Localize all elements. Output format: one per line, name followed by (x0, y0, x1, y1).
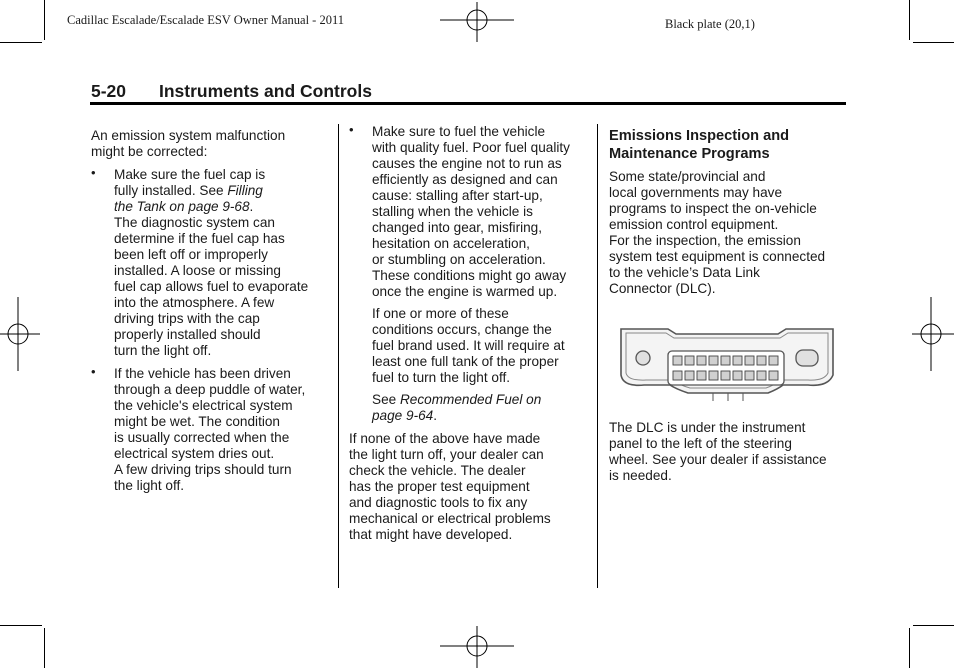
cross-reference-link[interactable]: page 9-64 (372, 408, 434, 423)
page-number: 5-20 (91, 81, 127, 101)
crop-mark (909, 628, 910, 668)
list-item: • Make sure to fuel the vehicle with quality fuel. Poor fuel quality causes the engine not to run as efficiently as designed and can cause: stalling after start-up, stalling when the vehicle is changed into gear, misfiring, hesitation on acceleration, or stumbling on acceleration. These conditions might go away once the engine is warmed up. (349, 122, 570, 299)
bullet-icon: • (349, 122, 354, 137)
column-1 (91, 128, 331, 494)
column-divider (597, 124, 598, 588)
see-reference: See Recommended Fuel on page 9-64. (372, 392, 542, 423)
column-divider (338, 124, 339, 588)
bullet-icon: • (91, 165, 96, 180)
dlc-connector-icon (618, 323, 836, 405)
registration-mark-icon (912, 297, 954, 371)
crop-mark (0, 42, 42, 43)
list-item: • Make sure the fuel cap is fully installed. See Filling the Tank on page 9-68. The diagnostic system can determine if the fuel cap has been left off or improperly installed. A loose or missing fuel cap allows fuel to evaporate into the atmosphere. A few driving trips with the cap properly installed should turn the light off. (91, 165, 309, 358)
manual-title: Cadillac Escalade/Escalade ESV Owner Manual - 2011 (67, 13, 344, 27)
list-item: • If the vehicle has been driven through a deep puddle of water, the vehicle's electrical system might be wet. The condition is usually corrected when the electrical system dries out. A few driving trips should turn the light off. (91, 364, 306, 493)
dlc-location-paragraph: The DLC is under the instrument panel to the left of the steering wheel. See your dealer if assistance is needed. (609, 420, 827, 483)
paragraph: If none of the above have made the light turn off, your dealer can check the vehicle. The dealer has the proper test equipment and diagnostic tools to fix any mechanical or electrical problems that might have developed. (349, 431, 551, 542)
registration-mark-icon (440, 2, 514, 42)
crop-mark (909, 0, 910, 40)
intro-paragraph: An emission system malfunction might be corrected: (91, 128, 286, 159)
heading-rule (90, 102, 846, 105)
registration-mark-icon (440, 626, 514, 668)
paragraph: Some state/provincial and local governments may have programs to inspect the on-vehicle emission control equipment. For the inspection, the emission system test equipment is connected to the vehicle’s Data Link Connector (DLC). (609, 169, 826, 296)
paragraph: If one or more of these conditions occurs, change the fuel brand used. It will require at least one full tank of the proper fuel to turn the light off. (372, 306, 565, 385)
crop-mark (913, 625, 954, 626)
crop-mark (44, 0, 45, 40)
column-2 (349, 124, 591, 543)
crop-mark (0, 625, 42, 626)
section-heading (91, 81, 372, 102)
crop-mark (44, 628, 45, 668)
subsection-heading: Emissions Inspection and Maintenance Programs (609, 128, 790, 162)
plate-label: Black plate (20,1) (665, 17, 755, 31)
registration-mark-icon (0, 297, 40, 371)
section-title: Instruments and Controls (159, 81, 372, 101)
bullet-icon: • (91, 364, 96, 379)
cross-reference-link[interactable]: Recommended Fuel on (399, 392, 542, 407)
cross-reference-link[interactable]: Filling (227, 183, 263, 198)
column-3 (609, 127, 849, 297)
cross-reference-link[interactable]: the Tank on page 9-68 (114, 199, 250, 214)
crop-mark (913, 42, 954, 43)
